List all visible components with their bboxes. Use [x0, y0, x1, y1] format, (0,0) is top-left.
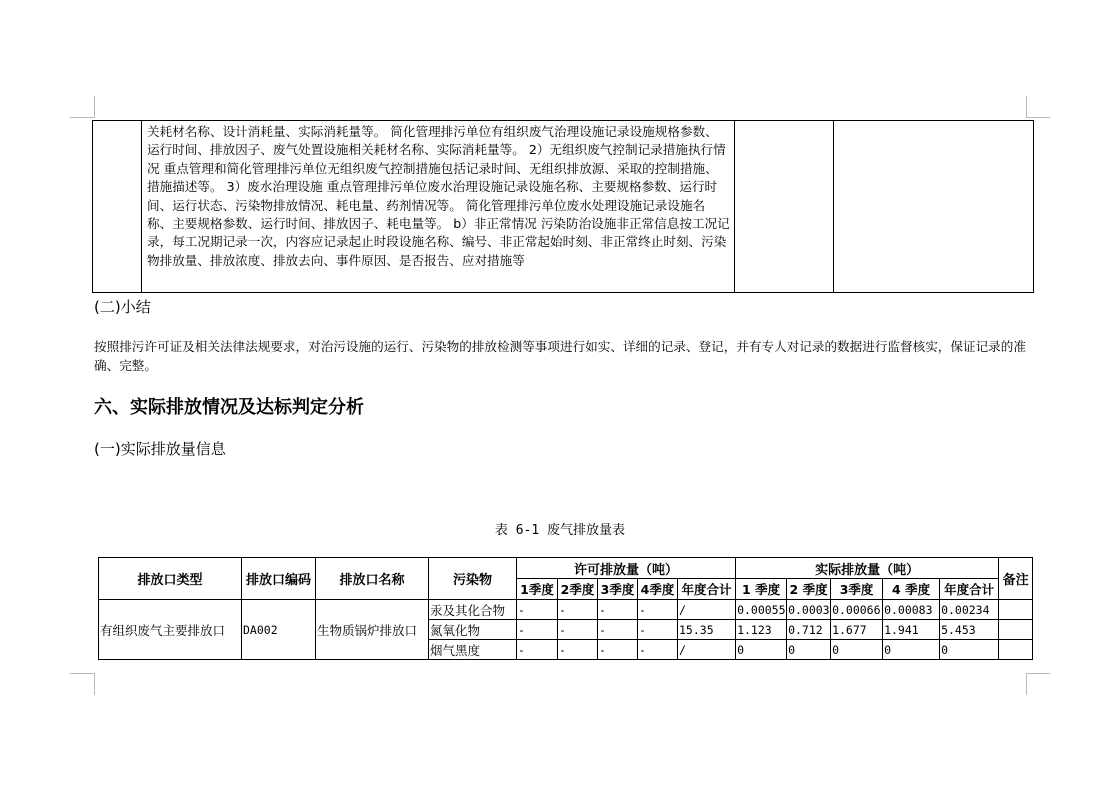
- summary-heading: (二)小结: [94, 298, 151, 316]
- table-cell-empty: [735, 121, 834, 293]
- header-permitted-total: 年度合计: [678, 579, 736, 600]
- table-row: [99, 600, 1033, 620]
- crop-mark: [1026, 117, 1050, 118]
- header-outlet-type: 排放口类型: [99, 558, 242, 600]
- actual-q3-cell: 0.00066: [831, 600, 883, 620]
- pollutant-cell: 烟气黑度: [429, 640, 517, 660]
- outlet-name-cell: 生物质锅炉排放口: [316, 600, 429, 660]
- crop-mark: [70, 117, 94, 118]
- permitted-q4-cell: -: [638, 640, 678, 660]
- actual-q1-cell: 0: [736, 640, 787, 660]
- outlet-code-cell: DA002: [242, 600, 316, 660]
- remark-cell: [999, 600, 1033, 620]
- remark-cell: [999, 640, 1033, 660]
- pollutant-cell: 氮氧化物: [429, 620, 517, 640]
- actual-q2-cell: 0: [787, 640, 831, 660]
- remark-cell: [999, 620, 1033, 640]
- table-header-row: [99, 558, 1033, 579]
- crop-mark: [94, 673, 95, 695]
- permitted-q1-cell: -: [517, 640, 558, 660]
- crop-mark: [1026, 673, 1027, 695]
- record-requirements-text: 关耗材名称、设计消耗量、实际消耗量等。 简化管理排污单位有组织废气治理设施记录设施规格参数、运行时间、排放因子、废气处置设施相关耗材名称、实际消耗量等。 2）无组织废气控制记录措施执行情况 重点管理和简化管理排污单位无组织废气控制措施包括记录时间、无组织排放源、采取的控制措施、措施描述等。 3）废水治理设施 重点管理排污单位废水治理设施记录设施名称、主要规格参数、运行时间、运行状态、污染物排放情况、耗电量、药剂情况等。 简化管理排污单位废水处理设施记录设施名称、主要规格参数、运行时间、排放因子、耗电量等。 b）非正常情况 污染防治设施非正常信息按工况记录，每工况期记录一次，内容应记录起止时段设施名称、编号、非正常起始时刻、非正常终止时刻、污染物排放量、排放浓度、排放去向、事件原因、是否报告、应对措施等: [142, 121, 735, 293]
- permitted-q3-cell: -: [598, 620, 638, 640]
- header-permitted-q1: 1季度: [517, 579, 558, 600]
- pollutant-cell: 汞及其化合物: [429, 600, 517, 620]
- header-pollutant: 污染物: [429, 558, 517, 600]
- permitted-q1-cell: -: [517, 600, 558, 620]
- subsection-heading: (一)实际排放量信息: [94, 440, 226, 458]
- record-requirements-table: [92, 120, 1034, 293]
- actual-q2-cell: 0.0003: [787, 600, 831, 620]
- actual-q1-cell: 1.123: [736, 620, 787, 640]
- permitted-q4-cell: -: [638, 600, 678, 620]
- permitted-q4-cell: -: [638, 620, 678, 640]
- actual-q4-cell: 0: [883, 640, 940, 660]
- outlet-type-cell: 有组织废气主要排放口: [99, 600, 242, 660]
- permitted-total-cell: /: [678, 600, 736, 620]
- permitted-total-cell: 15.35: [678, 620, 736, 640]
- header-permitted-q3: 3季度: [598, 579, 638, 600]
- table-cell-empty: [93, 121, 142, 293]
- header-actual-q2: 2 季度: [787, 579, 831, 600]
- actual-q1-cell: 0.00055: [736, 600, 787, 620]
- crop-mark: [1026, 96, 1027, 118]
- crop-mark: [70, 673, 94, 674]
- summary-paragraph: 按照排污许可证及相关法律法规要求，对治污设施的运行、污染物的排放检测等事项进行如实、详细的记录、登记，并有专人对记录的数据进行监督核实，保证记录的准确、完整。: [94, 339, 1026, 373]
- header-actual-q1: 1 季度: [736, 579, 787, 600]
- actual-total-cell: 0.00234: [940, 600, 999, 620]
- header-outlet-code: 排放口编码: [242, 558, 316, 600]
- header-actual-total: 年度合计: [940, 579, 999, 600]
- actual-total-cell: 0: [940, 640, 999, 660]
- header-actual-q4: 4 季度: [883, 579, 940, 600]
- header-actual: 实际排放量（吨）: [736, 558, 999, 579]
- actual-total-cell: 5.453: [940, 620, 999, 640]
- table-cell-empty: [834, 121, 1034, 293]
- actual-q3-cell: 0: [831, 640, 883, 660]
- emission-table: [98, 557, 1033, 660]
- header-outlet-name: 排放口名称: [316, 558, 429, 600]
- header-remark: 备注: [999, 558, 1033, 600]
- actual-q2-cell: 0.712: [787, 620, 831, 640]
- crop-mark: [94, 96, 95, 118]
- permitted-q2-cell: -: [558, 620, 598, 640]
- permitted-q3-cell: -: [598, 640, 638, 660]
- header-permitted-q4: 4季度: [638, 579, 678, 600]
- actual-q4-cell: 1.941: [883, 620, 940, 640]
- crop-mark: [1026, 673, 1050, 674]
- header-actual-q3: 3季度: [831, 579, 883, 600]
- permitted-q1-cell: -: [517, 620, 558, 640]
- header-permitted-q2: 2季度: [558, 579, 598, 600]
- permitted-q2-cell: -: [558, 600, 598, 620]
- header-permitted: 许可排放量（吨）: [517, 558, 736, 579]
- permitted-q3-cell: -: [598, 600, 638, 620]
- permitted-q2-cell: -: [558, 640, 598, 660]
- actual-q4-cell: 0.00083: [883, 600, 940, 620]
- actual-q3-cell: 1.677: [831, 620, 883, 640]
- table-row: [93, 121, 1034, 293]
- table-caption: 表 6-1 废气排放量表: [494, 523, 626, 538]
- permitted-total-cell: /: [678, 640, 736, 660]
- section-heading: 六、实际排放情况及达标判定分析: [94, 397, 364, 418]
